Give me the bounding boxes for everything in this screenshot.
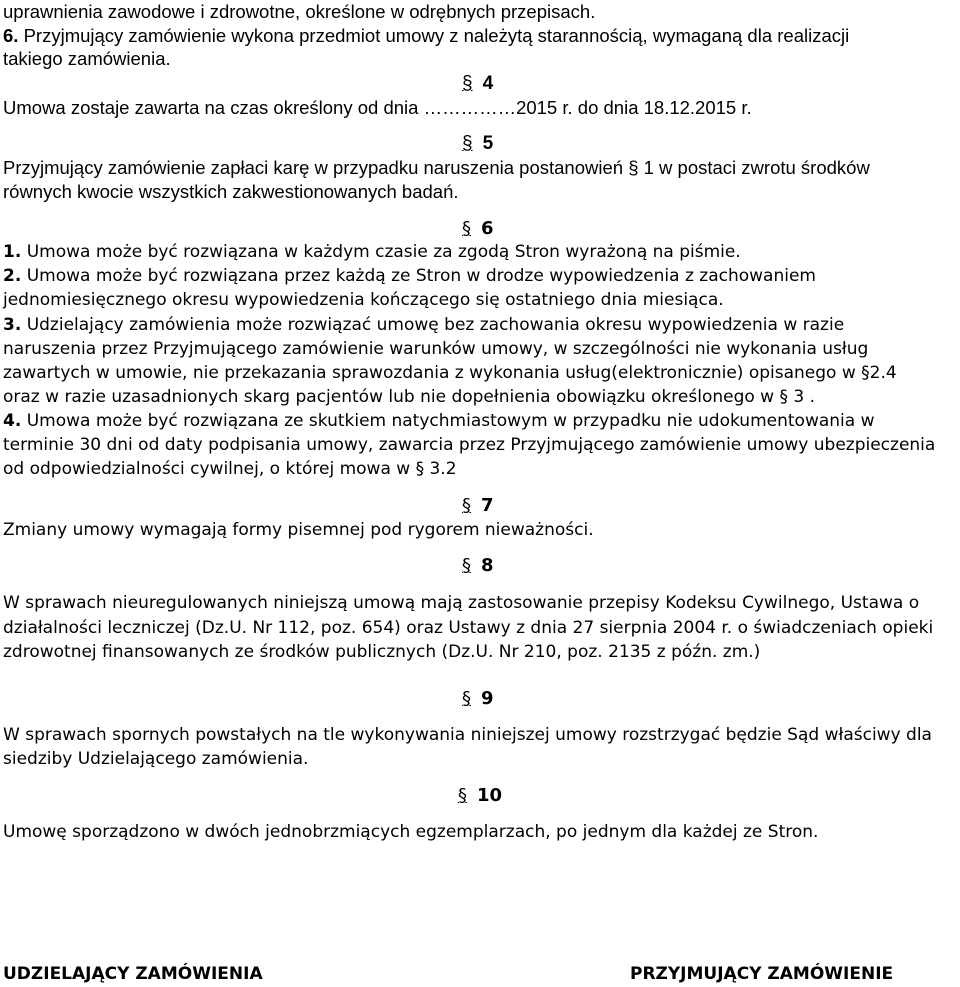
section-number: 8 — [481, 555, 494, 576]
section-number: 9 — [481, 688, 494, 709]
text-line: uprawnienia zawodowe i zdrowotne, określone w odrębnych przepisach. — [3, 1, 596, 22]
text-line — [3, 409, 874, 433]
text-line: od odpowiedzialności cywilnej, o której mowa w § 3.2 — [3, 459, 457, 479]
text-line: terminie 30 dni od daty podpisania umowy, zawarcia przez Przyjmującego zamówienie umowy ubezpieczenia — [3, 435, 936, 455]
text-line: Umowę sporządzono w dwóch jednobrzmiących egzemplarzach, po jednym dla każdej ze Stron. — [3, 822, 819, 842]
section-heading-6 — [462, 217, 494, 241]
text-line: Przyjmujący zamówienie zapłaci karę w przypadku naruszenia postanowień § 1 w postaci zwrotu środków — [3, 157, 870, 178]
text-span: Umowa może być rozwiązana przez każdą ze Stron w drodze wypowiedzenia z zachowaniem — [21, 266, 816, 286]
section-number: 5 — [482, 133, 494, 154]
text-span: Udzielający zamówienia może rozwiązać umowę bez zachowania okresu wypowiedzenia w razie — [21, 315, 845, 335]
section-symbol: § — [462, 73, 473, 94]
text-span: Przyjmujący zamówienie wykona przedmiot umowy z należytą starannością, wymaganą dla realizacji — [18, 25, 850, 46]
text-line: takiego zamówienia. — [3, 48, 171, 69]
text-line: jednomiesięcznego okresu wypowiedzenia kończącego się ostatniego dnia miesiąca. — [3, 290, 724, 310]
section-number: 6 — [481, 218, 494, 239]
text-line: naruszenia przez Przyjmującego zamówienie warunków umowy, w szczególności nie wykonania usług — [3, 339, 869, 359]
section-symbol: § — [458, 785, 467, 806]
section-heading-9 — [462, 687, 494, 711]
text-line: W sprawach spornych powstałych na tle wykonywania niniejszej umowy rozstrzygać będzie Sąd właściwy dla — [3, 725, 932, 745]
section-heading-4 — [462, 72, 493, 96]
text-line — [3, 24, 849, 48]
text-span: Umowa może być rozwiązana w każdym czasie za zgodą Stron wyrażoną na piśmie. — [21, 242, 741, 262]
text-line: zdrowotnej finansowanych ze środków publicznych (Dz.U. Nr 210, poz. 2135 z późn. zm.) — [3, 642, 761, 662]
signature-left: UDZIELAJĄCY ZAMÓWIENIA — [3, 964, 263, 984]
section-number: 10 — [477, 785, 503, 806]
text-line: Zmiany umowy wymagają formy pisemnej pod rygorem nieważności. — [3, 520, 594, 540]
text-line — [3, 264, 816, 288]
text-line: działalności leczniczej (Dz.U. Nr 112, poz. 654) oraz Ustawy z dnia 27 sierpnia 2004 r. o świadczeniach opieki — [3, 618, 934, 638]
paragraph-number: 2. — [3, 266, 22, 286]
section-number: 4 — [482, 73, 494, 94]
text-line: W sprawach nieuregulowanych niniejszą umową mają zastosowanie przepisy Kodeksu Cywilnego, Ustawa o — [3, 593, 920, 613]
section-symbol: § — [462, 133, 473, 154]
text-line: zawartych w umowie, nie przekazania sprawozdania z wykonania usług(elektronicznie) opisanego w §2.4 — [3, 363, 897, 383]
text-line — [3, 240, 741, 264]
text-line: siedziby Udzielającego zamówienia. — [3, 749, 309, 769]
section-heading-8 — [462, 554, 494, 578]
section-heading-7 — [462, 494, 494, 518]
paragraph-number: 3. — [3, 315, 22, 335]
paragraph-number: 6. — [3, 25, 19, 46]
paragraph-number: 1. — [3, 242, 22, 262]
section-symbol: § — [462, 555, 471, 576]
signature-right: PRZYJMUJĄCY ZAMÓWIENIE — [630, 964, 894, 984]
text-line: Umowa zostaje zawarta na czas określony od dnia ……………2015 r. do dnia 18.12.2015 r. — [3, 97, 752, 118]
section-heading-10 — [458, 784, 502, 808]
text-line: równych kwocie wszystkich zakwestionowanych badań. — [3, 181, 459, 202]
section-symbol: § — [462, 495, 471, 516]
text-span: Umowa może być rozwiązana ze skutkiem natychmiastowym w przypadku nie udokumentowania w — [21, 411, 875, 431]
section-number: 7 — [481, 495, 494, 516]
section-heading-5 — [462, 132, 493, 156]
section-symbol: § — [462, 688, 471, 709]
section-symbol: § — [462, 218, 471, 239]
paragraph-number: 4. — [3, 411, 22, 431]
text-line: oraz w razie uzasadnionych skarg pacjentów lub nie dopełnienia obowiązku określonego w § 3 . — [3, 387, 816, 407]
text-line — [3, 313, 844, 337]
